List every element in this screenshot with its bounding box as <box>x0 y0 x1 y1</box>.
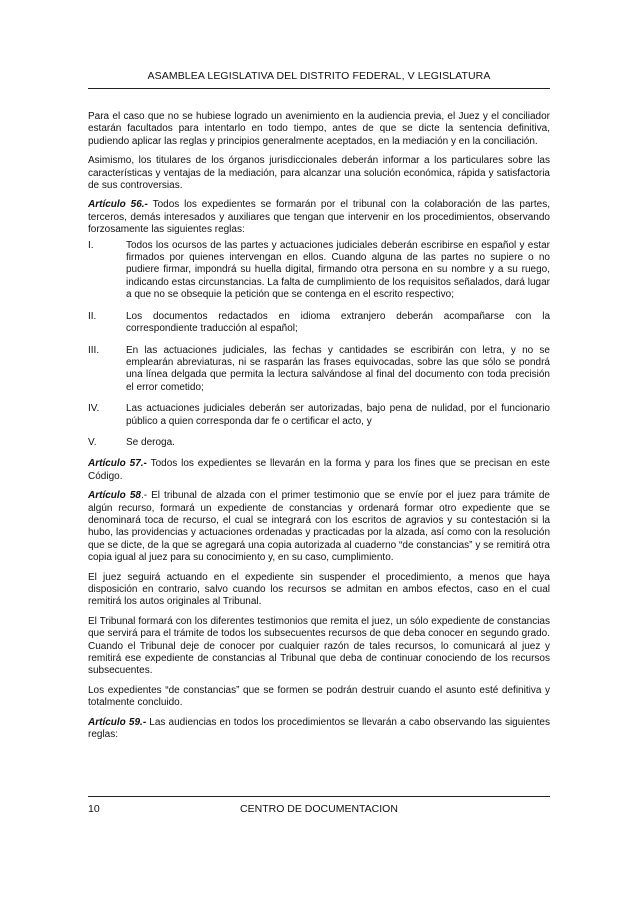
item-text: Las actuaciones judiciales deberán ser autorizadas, bajo pena de nulidad, por el funcionario público a quien corresponda dar fe o certificar el acto, y <box>126 403 550 427</box>
item-number: V. <box>88 436 97 448</box>
list-item <box>88 345 550 395</box>
paragraph: El juez seguirá actuando en el expediente sin suspender el procedimiento, a menos que haya disposición en contrario, salvo cuando los recursos se admitan en ambos efectos, caso en el cual remitirá los autos originales al Tribunal. <box>88 571 550 608</box>
list-item <box>88 311 550 336</box>
item-text: Se deroga. <box>126 436 175 448</box>
article-text: .- El tribunal de alzada con el primer testimonio que se envíe por el juez para trámite de algún recurso, formará un expediente de constancias y ordenará formar otro expediente que se denominará toca de recurso, el cual se integrará con los escritos de agravios y su contestación si la hubo, las providencias y actuaciones ordenadas y practicadas por la alzada, así como con la resolución que se dicte, de la que se agregará una copia autorizada al cuaderno “de constancias” y se remitirá otra copia igual al juez para su conocimiento y, en su caso, cumplimiento. <box>88 490 550 564</box>
list-item <box>88 437 550 449</box>
paragraph: El Tribunal formará con los diferentes testimonios que remita el juez, un sólo expediente de constancias que servirá para el trámite de todos los subsecuentes recursos de que deba conocer en segundo grado. Cuando el Tribunal deje de conocer por cualquier razón de tales recursos, lo comunicará al juez y remitirá ese expediente de constancias al Tribunal que deba de continuar conociendo de los recursos subsecuentes. <box>88 615 550 677</box>
article-text: Todos los expedientes se llevarán en la forma y para los fines que se precisan en este Código. <box>88 458 550 482</box>
paragraph: Asimismo, los titulares de los órganos jurisdiccionales deberán informar a los particulares sobre las características y ventajas de la mediación, para alcanzar una solución económica, rápida y satisfactoria de sus controversias. <box>88 155 550 192</box>
item-text: Todos los ocursos de las partes y actuaciones judiciales deberán escribirse en español y estar firmados por quienes intervengan en ellos. Cuando alguna de las partes no supiere o no pudiere firmar, impondrá su huella digital, firmando otra persona en su nombre y a su ruego, indicando estas circunstancias. La falta de cumplimiento de los requisitos señalados, dará lugar a que no se obsequie la petición que se contenga en el escrito respectivo; <box>126 239 550 301</box>
article-label: Artículo 57.- <box>88 458 147 470</box>
footer-title: CENTRO DE DOCUMENTACION <box>240 803 398 815</box>
article-56 <box>88 199 550 236</box>
item-number: II. <box>88 310 97 322</box>
header-divider <box>88 88 550 89</box>
article-text: Todos los expedientes se formarán por el tribunal con la colaboración de las partes, terceros, demás interesados y auxiliares que tengan que intervenir en los procedimientos, observando forzosamente las siguientes reglas: <box>88 199 551 236</box>
item-number: IV. <box>88 403 100 415</box>
item-number: III. <box>88 344 100 356</box>
list-item <box>88 240 550 302</box>
document-body <box>88 111 550 748</box>
page-header: ASAMBLEA LEGISLATIVA DEL DISTRITO FEDERAL, V LEGISLATURA <box>147 70 491 82</box>
list-item <box>88 403 550 428</box>
article-59 <box>88 717 550 742</box>
page-number: 10 <box>88 803 100 815</box>
article-label: Artículo 58 <box>88 490 141 502</box>
article-label: Artículo 59.- <box>88 716 147 728</box>
article-text: Las audiencias en todos los procedimientos se llevarán a cabo observando las siguientes reglas: <box>88 716 550 741</box>
article-label: Artículo 56.- <box>88 199 148 211</box>
article-57 <box>88 458 550 483</box>
item-number: I. <box>88 239 94 251</box>
paragraph: Para el caso que no se hubiese logrado un avenimiento en la audiencia previa, el Juez y el conciliador estarán facultados para intentarlo en todo tiempo, antes de que se dicte la sentencia definitiva, pudiendo aplicar las reglas y principios generalmente aceptados, en la mediación y en la conciliación. <box>88 111 550 147</box>
footer-divider <box>88 796 550 797</box>
item-text: Los documentos redactados en idioma extranjero deberán acompañarse con la correspondiente traducción al español; <box>126 310 550 335</box>
article-58 <box>88 490 550 564</box>
paragraph: Los expedientes “de constancias” que se formen se podrán destruir cuando el asunto esté definitiva y totalmente concluido. <box>88 684 550 709</box>
item-text: En las actuaciones judiciales, las fechas y cantidades se escribirán con letra, y no se emplearán abreviaturas, ni se rasparán las frases equivocadas, sobre las que sólo se pondrá una línea delgada que permita la lectura salvándose al final del documento con toda precisión el error cometido; <box>126 344 550 393</box>
